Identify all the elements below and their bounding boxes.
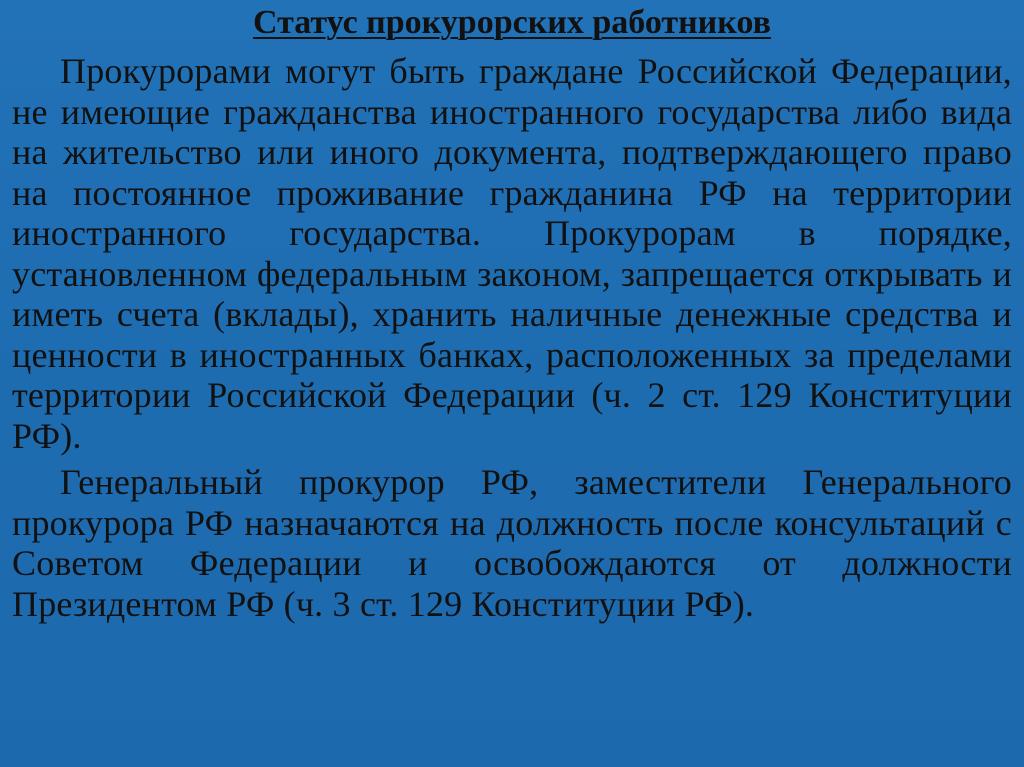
paragraph-prosecutor-general-appointment: Генеральный прокурор РФ, заместители Генерального прокурора РФ назначаются на должность после консультаций с Советом Федерации и освобождаются от должности Президентом РФ (ч. 3 ст. 129 Конституции РФ). [12,462,1012,624]
paragraph-prosecutor-citizenship: Прокурорами могут быть граждане Российской Федерации, не имеющие гражданства иностранного государства либо вида на жительство или иного документа, подтверждающего право на постоянное проживание гражданина РФ на территории иностранного государства. Прокурорам в порядке, установленном федеральным законом, запрещается открывать и иметь счета (вклады), хранить наличные денежные средства и ценности в иностранных банках, расположенных за пределами территории Российской Федерации (ч. 2 ст. 129 Конституции РФ). [12,51,1012,456]
slide-title: Статус прокурорских работников [253,4,771,41]
